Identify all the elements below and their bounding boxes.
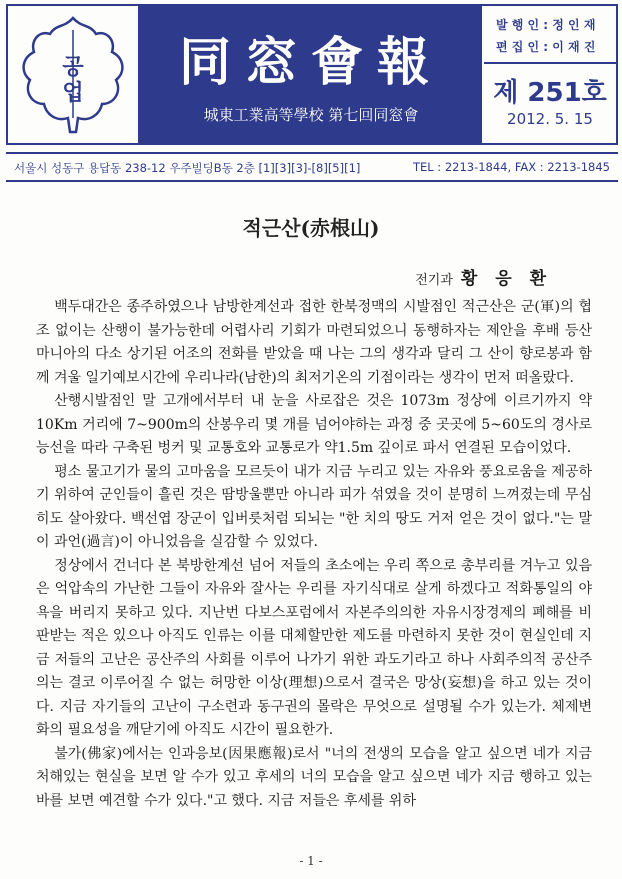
issue-info [484, 6, 616, 143]
page-number: - 1 - [299, 854, 323, 868]
article-title: 적근산(赤根山) [242, 216, 380, 240]
masthead [6, 4, 618, 145]
title-panel [140, 6, 482, 143]
school-emblem [8, 6, 140, 143]
divider [484, 62, 616, 64]
contact-numbers: TEL : 2213-1844, FAX : 2213-1845 [412, 160, 610, 174]
byline [415, 264, 552, 289]
newsletter-subtitle: 城東工業高等學校 第七回同窓會 [203, 106, 419, 124]
svg-text:업: 업 [62, 81, 84, 106]
paragraph: 불가(佛家)에서는 인과응보(因果應報)로서 "너의 전생의 모습을 알고 싶으면 네가 지금 처해있는 현실을 보면 알 수가 있고 후세의 너의 모습을 알고 싶으면 네가 지금 행하고 있는 바를 보면 예견할 수가 있다."고 했다. 지금 저들은 후세를 위하 [36, 745, 592, 809]
svg-text:공: 공 [62, 55, 84, 80]
author-department: 전기과 [415, 273, 453, 288]
address-bar [6, 152, 618, 182]
paragraph: 평소 물고기가 물의 고마움을 모르듯이 내가 지금 누리고 있는 자유와 풍요로움을 제공하기 위하여 군인들이 흘린 것은 땀방울뿐만 아니라 피가 섞였을 것이 분명히 느껴졌는데 무심히도 살아왔다. 백선엽 장군이 입버릇처럼 되뇌는 "한 치의 땅도 거저 얻은 것이 없다."는 말이 과언(過言)이 아니었음을 실감할 수 있었다. [36, 463, 592, 550]
issue-number: 제 251호 [493, 78, 607, 108]
publisher: 발 행 인 : 정 인 재 [496, 18, 596, 32]
issue-date: 2012. 5. 15 [507, 110, 593, 128]
newsletter-title: 同窓會報 [178, 32, 443, 93]
article-body [36, 296, 592, 813]
postal-address: 서울시 성동구 용답동 238-12 우주빌딩B동 2층 [1][3][3]-[8][5][1] [14, 161, 361, 175]
paragraph: 정상에서 건너다 본 북방한계선 넘어 저들의 초소에는 우리 쪽으로 총부리를 겨누고 있음은 억압속의 가난한 그들이 자유와 잘사는 우리를 자기식대로 살게 하겠다고 적화통일의 야욕을 버리지 못하고 있다. 지난번 다보스포럼에서 자본주의의한 자유시장경제의 폐해를 비판받는 적은 있으나 아직도 인류는 이를 대체할만한 제도를 마련하지 못한 것이 현실인데 지금 저들의 고난은 공산주의 사회를 이루어 나가기 위한 과도기라고 하나 사회주의적 공산주의는 결코 이루어질 수 없는 허망한 이상(理想)으로서 결국은 망상(妄想)을 하고 있는 것이다. 지금 자기들의 고난이 구소련과 동구권의 몰락은 무엇으로 설명될 수가 있는가. 체제변화의 필요성을 깨닫기에 아직도 시간이 필요한가. [36, 557, 592, 738]
author-name: 황 응 환 [460, 269, 552, 289]
editor: 편 집 인 : 이 재 진 [496, 40, 596, 54]
paragraph: 산행시발점인 말 고개에서부터 내 눈을 사로잡은 것은 1073m 정상에 이르기까지 약10Km 거리에 7~900m의 산봉우리 몇 개를 넘어야하는 과정 중 곳곳에 5~60도의 경사로 능선을 따라 구축된 벙커 및 교통호와 교통로가 약1.5m 깊이로 파서 연결된 모습이었다. [36, 393, 592, 456]
leaf-emblem-icon [16, 14, 130, 136]
paragraph: 백두대간은 종주하였으나 남방한계선과 접한 한북정맥의 시발점인 적근산은 군(軍)의 협조 없이는 산행이 불가능한데 어렵사리 기회가 마련되었으니 동행하자는 제안을 후배 등산마니아의 다소 상기된 어조의 전화를 받았을 때 나는 그의 생각과 달리 그 산이 향로봉과 함께 겨울 일기예보시간에 우리나라(남한)의 최저기온의 기점이라는 생각이 먼저 떠올랐다. [36, 299, 592, 386]
